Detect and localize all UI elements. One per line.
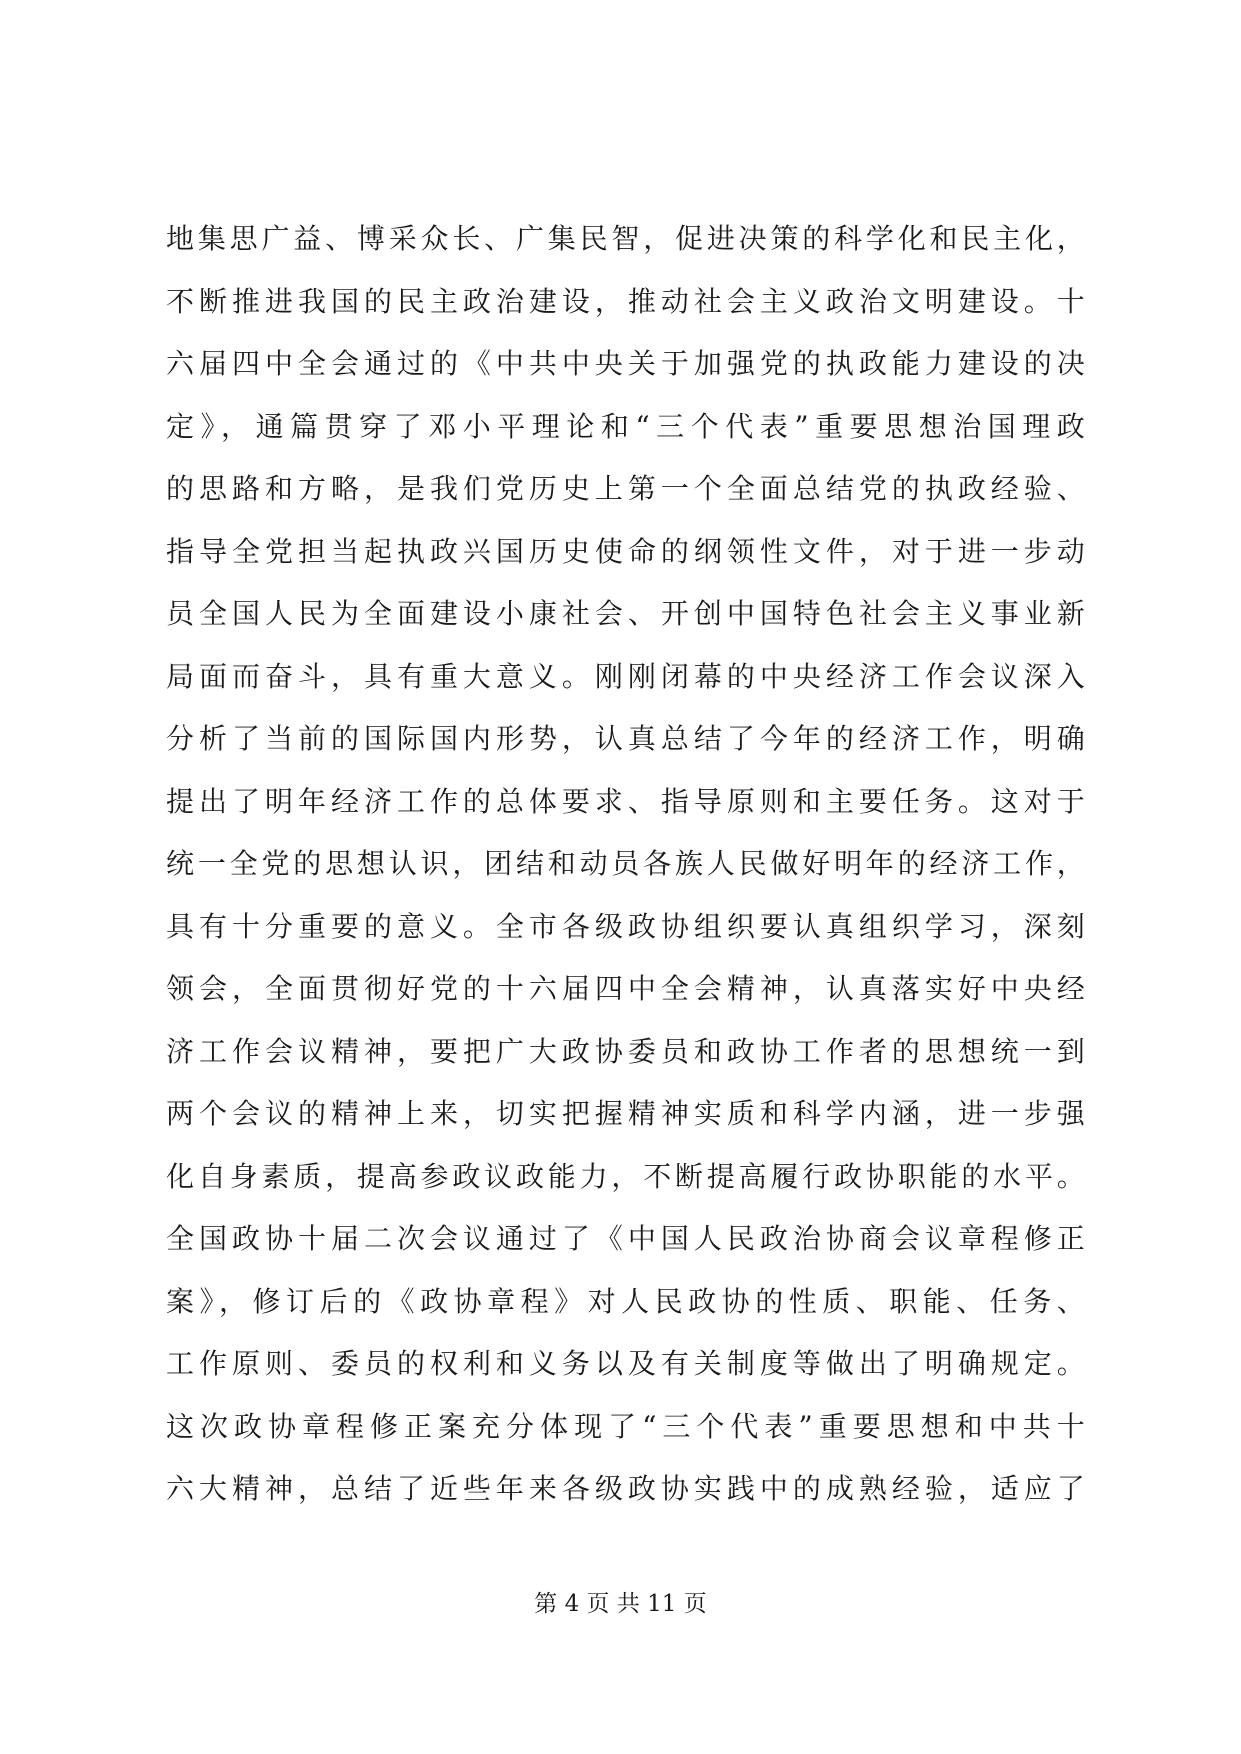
text-line: 定》，通篇贯穿了邓小平理论和“三个代表”重要思想治国理政 [166,409,1086,443]
body-text [166,208,1086,1521]
text-line: 统一全党的思想认识，团结和动员各族人民做好明年的经济工作， [166,847,1086,880]
text-line: 员全国人民为全面建设小康社会、开创中国特色社会主义事业新 [166,597,1086,630]
text-line: 济工作会议精神，要把广大政协委员和政协工作者的思想统一到 [166,1034,1086,1068]
page-number-footer: 第 4 页 共 11 页 [534,1591,707,1617]
text-line: 案》，修订后的《政协章程》对人民政协的性质、职能、任务、 [166,1284,1086,1318]
text-line: 领会，全面贯彻好党的十六届四中全会精神，认真落实好中央经 [166,972,1086,1005]
text-line: 局面而奋斗，具有重大意义。刚刚闭幕的中央经济工作会议深入 [166,659,1086,693]
text-line: 提出了明年经济工作的总体要求、指导原则和主要任务。这对于 [166,784,1086,818]
text-line: 分析了当前的国际国内形势，认真总结了今年的经济工作，明确 [166,722,1086,755]
text-line: 指导全党担当起执政兴国历史使命的纲领性文件，对于进一步动 [166,534,1086,568]
text-line: 六大精神，总结了近些年来各级政协实践中的成熟经验，适应了 [166,1472,1086,1505]
text-line: 全国政协十届二次会议通过了《中国人民政治协商会议章程修正 [166,1222,1086,1255]
text-line: 工作原则、委员的权利和义务以及有关制度等做出了明确规定。 [166,1347,1086,1380]
text-line: 具有十分重要的意义。全市各级政协组织要认真组织学习，深刻 [166,909,1086,943]
text-line: 两个会议的精神上来，切实把握精神实质和科学内涵，进一步强 [166,1097,1086,1130]
text-line: 化自身素质，提高参政议政能力，不断提高履行政协职能的水平。 [166,1159,1086,1193]
text-line: 地集思广益、博采众长、广集民智，促进决策的科学化和民主化， [166,222,1086,255]
text-line: 六届四中全会通过的《中共中央关于加强党的执政能力建设的决 [166,347,1086,380]
text-line: 的思路和方略，是我们党历史上第一个全面总结党的执政经验、 [166,472,1086,505]
text-line: 不断推进我国的民主政治建设，推动社会主义政治文明建设。十 [166,284,1086,318]
text-line: 这次政协章程修正案充分体现了“三个代表”重要思想和中共十 [166,1409,1086,1443]
